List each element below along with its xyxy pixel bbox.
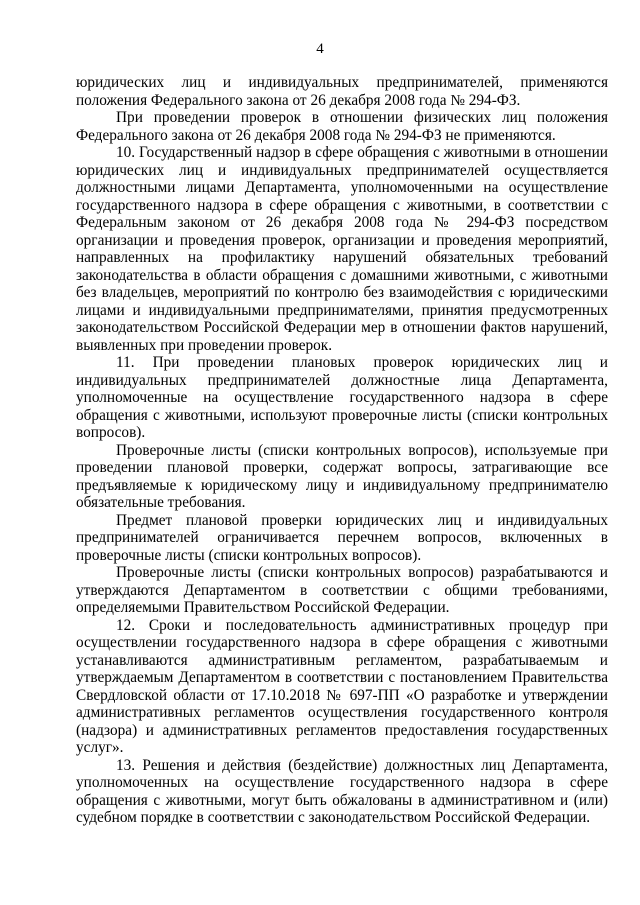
paragraph: При проведении проверок в отношении физических лиц положения Федерального закона от 26 декабря 2008 года № 294-ФЗ не применяются.: [76, 109, 608, 144]
paragraph: 13. Решения и действия (бездействие) должностных лиц Департамента, уполномоченных на осуществление государственного надзора в сфере обращения с животными, могут быть обжалованы в административном и (или) судебном порядке в соответствии с законодательством Российской Федерации.: [76, 756, 608, 826]
paragraph: Проверочные листы (списки контрольных вопросов), используемые при проведении плановой проверки, содержат вопросы, затрагивающие все предъявляемые к юридическому лицу и индивидуальному предпринимателю обязательные требования.: [76, 441, 608, 511]
paragraph: 10. Государственный надзор в сфере обращения с животными в отношении юридических лиц и индивидуальных предпринимателей осуществляется должностными лицами Департамента, уполномоченными на осуществление государственного надзора в сфере обращения с животными, в соответствии с Федеральным законом от 26 декабря 2008 года № 294-ФЗ посредством организации и проведения проверок, организации и проведения мероприятий, направленных на профилактику нарушений обязательных требований законодательства в области обращения с домашними животными, с животными без владельцев, мероприятий по контролю без взаимодействия с юридическими лицами и индивидуальными предпринимателями, принятия предусмотренных законодательством Российской Федерации мер в отношении фактов нарушений, выявленных при проведении проверок.: [76, 144, 608, 354]
page-number: 4: [316, 41, 324, 57]
paragraph: Проверочные листы (списки контрольных вопросов) разрабатываются и утверждаются Департаментом в соответствии с общими требованиями, определяемыми Правительством Российской Федерации.: [76, 564, 608, 616]
paragraph: юридических лиц и индивидуальных предпринимателей, применяются положения Федерального закона от 26 декабря 2008 года № 294-ФЗ.: [76, 74, 608, 109]
paragraph: 11. При проведении плановых проверок юридических лиц и индивидуальных предпринимателей должностные лица Департамента, уполномоченные на осуществление государственного надзора в сфере обращения с животными, используют проверочные листы (списки контрольных вопросов).: [76, 354, 608, 441]
document-body: [76, 74, 608, 827]
paragraph: 12. Сроки и последовательность административных процедур при осуществлении государственного надзора в сфере обращения с животными устанавливаются административным регламентом, разрабатываемым и утверждаемым Департаментом в соответствии с постановлением Правительства Свердловской области от 17.10.2018 № 697-ПП «О разработке и утверждении административных регламентов осуществления государственного контроля (надзора) и административных регламентов предоставления государственных услуг».: [76, 616, 608, 756]
paragraph: Предмет плановой проверки юридических лиц и индивидуальных предпринимателей ограничивается перечнем вопросов, включенных в проверочные листы (списки контрольных вопросов).: [76, 511, 608, 564]
